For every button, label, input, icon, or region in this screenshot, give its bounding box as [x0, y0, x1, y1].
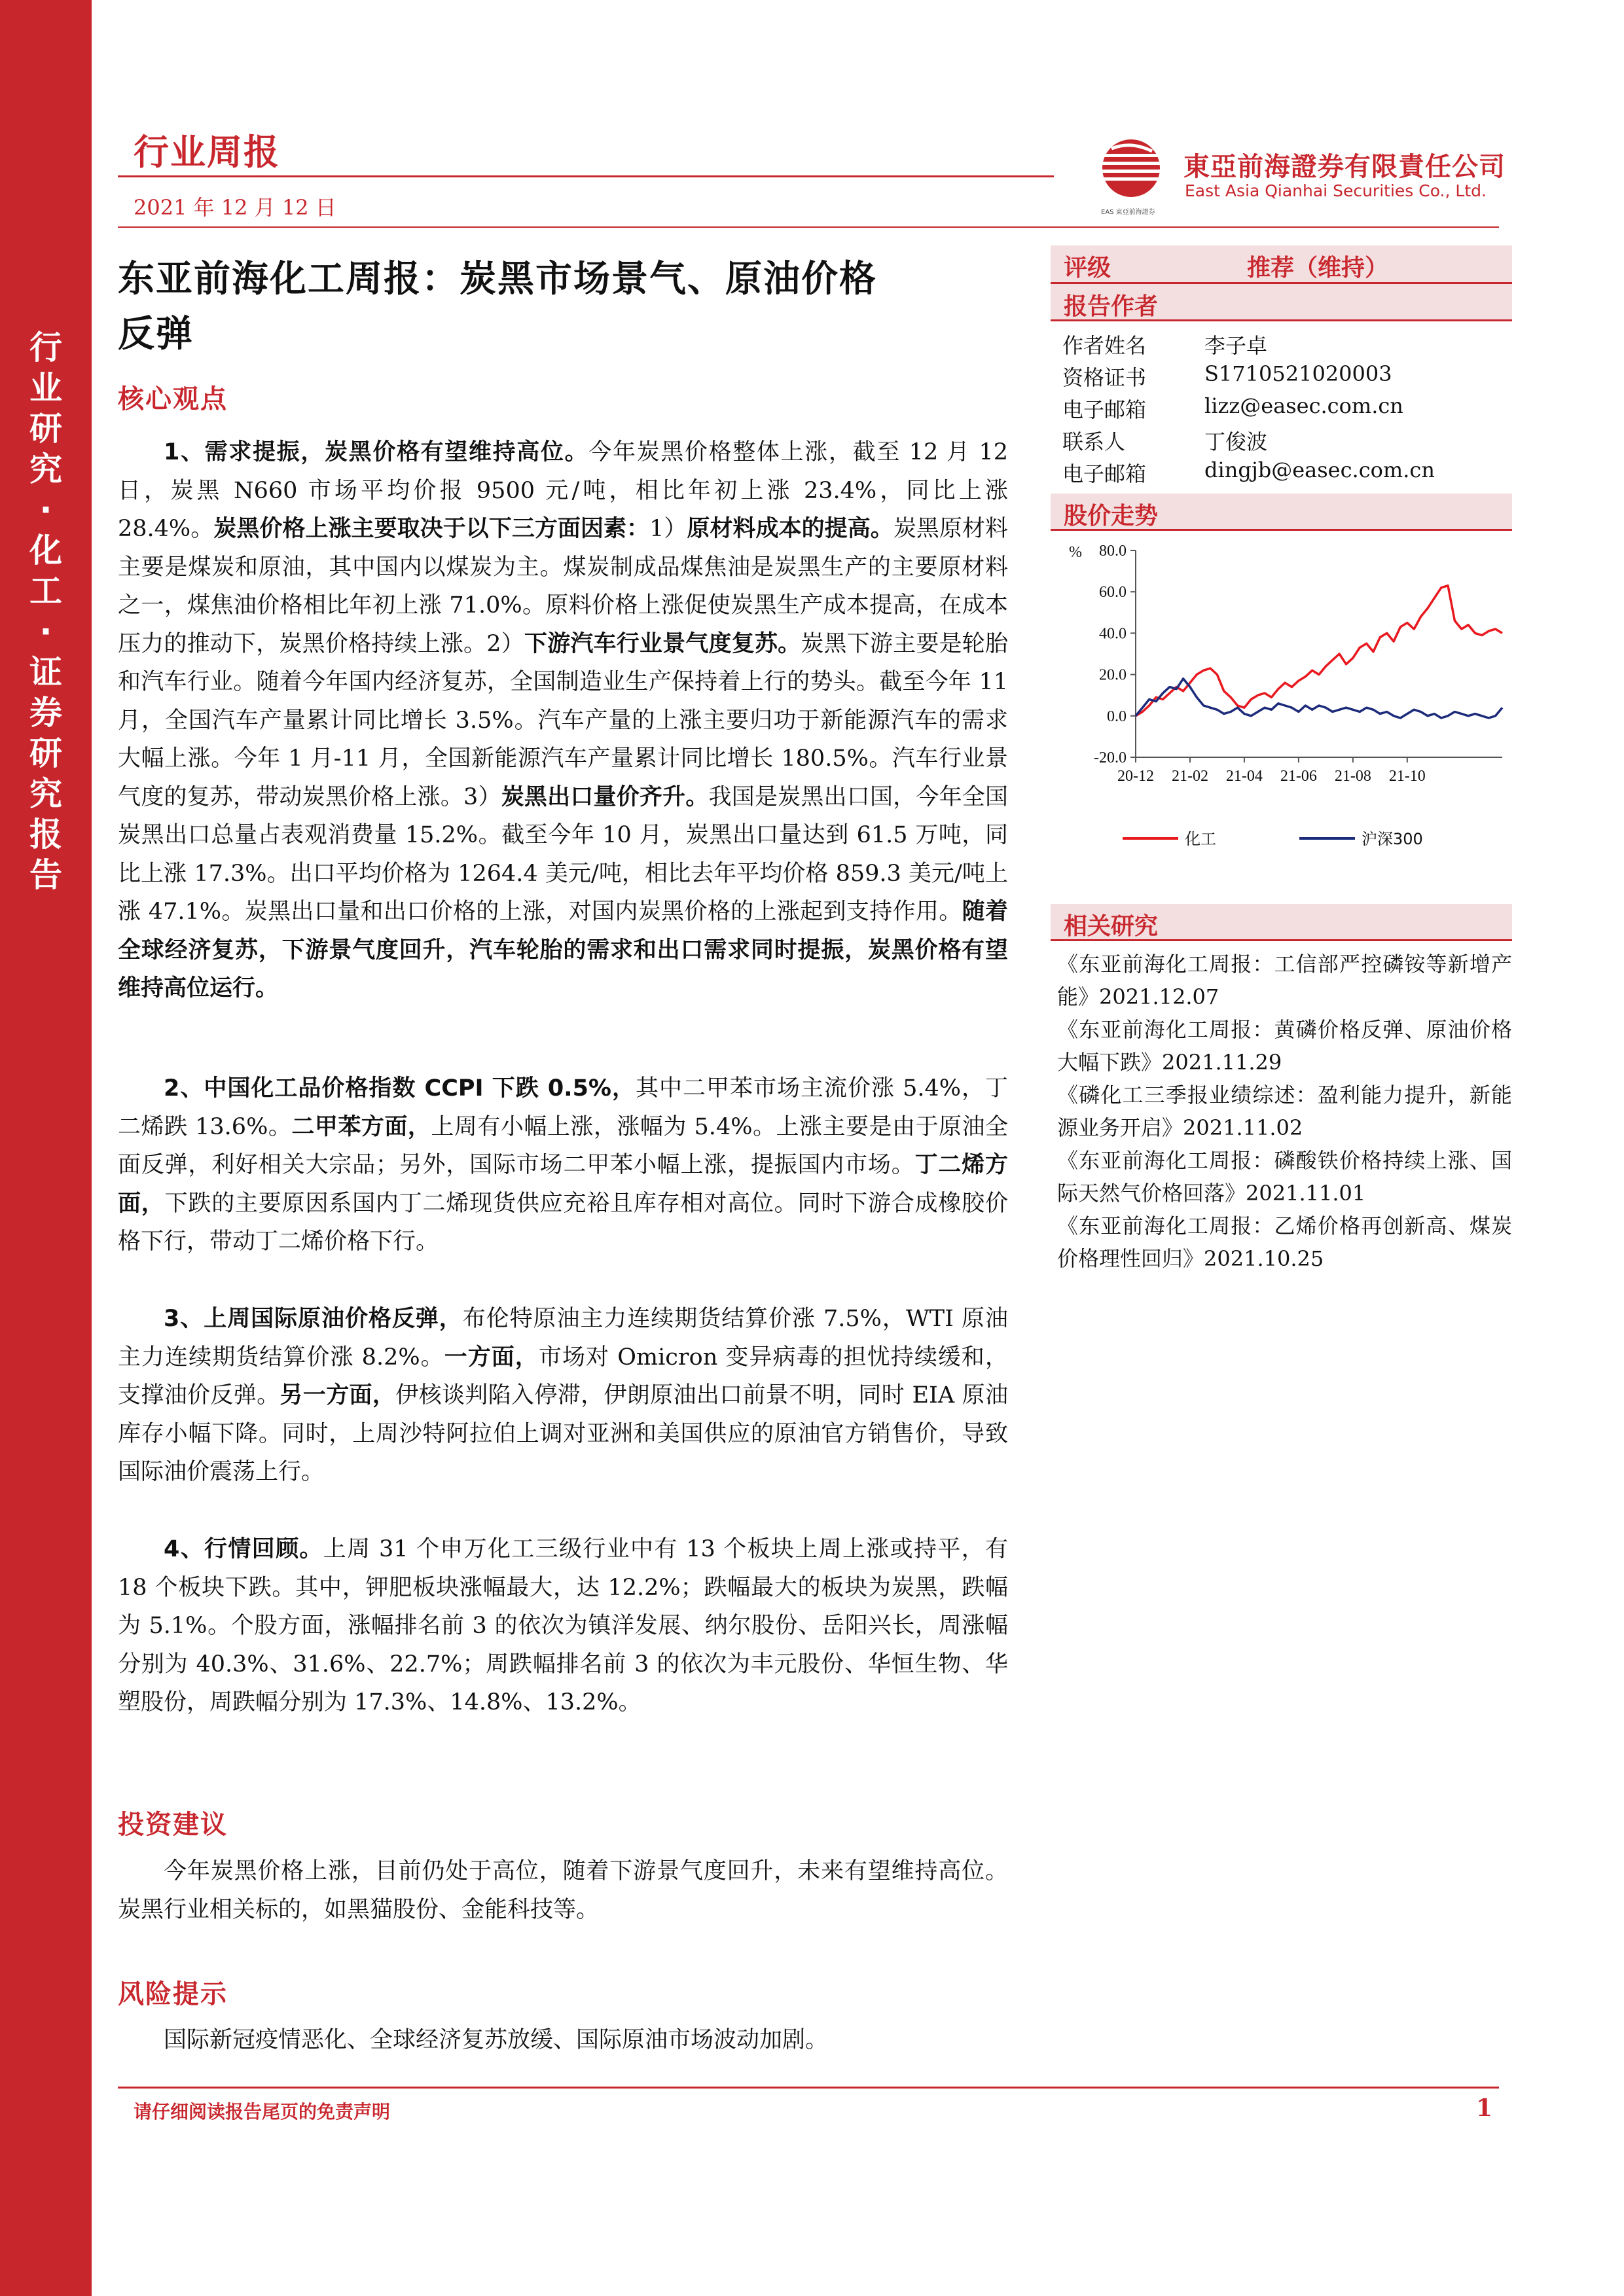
- logo-company-name: 東亞前海證券有限責任公司: [1183, 152, 1506, 182]
- chart-series-line: [1136, 679, 1502, 718]
- side-char: 告: [29, 856, 62, 894]
- text-run: 今年炭黑价格整体上涨，截至 12 月 12 日，炭黑 N660 市场平均价报 9500 元/吨，相比年初上涨 23.4%，同比上涨 28.4%。: [118, 439, 1008, 542]
- chart-unit-label: %: [1069, 544, 1082, 561]
- chart-series-line: [1136, 586, 1502, 716]
- bold-run: 二甲苯方面，: [291, 1113, 431, 1140]
- bold-run: 另一方面，: [280, 1382, 396, 1408]
- author-field-value[interactable]: lizz@easec.com.cn: [1204, 393, 1403, 418]
- chart-y-tick-label: 60.0: [1099, 584, 1127, 601]
- bold-run: 下游汽车行业景气度复苏。: [524, 630, 801, 657]
- side-char: 研: [29, 734, 62, 772]
- risk-text: 国际新冠疫情恶化、全球经济复苏放缓、国际原油市场波动加剧。: [164, 2027, 829, 2053]
- text-run: 市场对 Omicron 变异病毒的担忧持续缓和，支撑油价反弹。: [118, 1344, 1008, 1408]
- chart-y-tick-label: -20.0: [1094, 749, 1127, 766]
- stock-price-chart: [1051, 531, 1512, 904]
- side-char: 券: [29, 694, 62, 732]
- bold-run: 丁二烯方面，: [118, 1152, 1008, 1217]
- bold-run: 原材料成本的提高。: [687, 516, 893, 542]
- logo-emblem-icon: [1092, 134, 1170, 206]
- chart-heading-row: [1051, 493, 1512, 529]
- chart-y-tick-label: 80.0: [1099, 543, 1127, 560]
- author-heading: 报告作者: [1064, 293, 1159, 320]
- core-paragraph-2: [118, 1069, 1008, 1261]
- rating-label: 评级: [1064, 255, 1111, 281]
- related-item[interactable]: 《东亚前海化工周报：工信部严控磷铵等新增产能》2021.12.07: [1057, 952, 1512, 1009]
- report-title: [118, 252, 1054, 362]
- core-paragraph-1: [118, 433, 1008, 1008]
- author-row: [1051, 454, 1512, 486]
- text-run: 我国是炭黑出口国，今年全国炭黑出口总量占表观消费量 15.2%。截至今年 10 月，炭黑出口量达到 61.5 万吨，同比上涨 17.3%。出口平均价格为 1264.4 美元/吨，相比去年平均价格 859.3 美元/吨上涨 47.1%。炭黑出口量和出口价格的上涨，对国内炭黑价格的上涨起到支持作用。: [118, 783, 1008, 925]
- author-field-label: 作者姓名: [1062, 333, 1147, 358]
- author-field-value: 丁俊波: [1204, 429, 1268, 454]
- chart-heading: 股价走势: [1064, 503, 1159, 529]
- rating-row: [1051, 245, 1512, 282]
- chart-x-tick-label: 21-06: [1280, 768, 1317, 785]
- header-divider-2: [118, 226, 1499, 228]
- rating-value: 推荐（维持）: [1247, 255, 1389, 281]
- chart-x-tick-label: 21-02: [1171, 768, 1208, 785]
- text-run: 下跌的主要原因系国内丁二烯现货供应充裕且库存相对高位。同时下游合成橡胶价格下行，带动丁二烯价格下行。: [118, 1190, 1008, 1255]
- chart-svg: [1051, 531, 1512, 904]
- bold-run: 炭黑价格上涨主要取决于以下三方面因素：: [213, 516, 650, 542]
- side-char: 工: [29, 572, 62, 610]
- risk-heading: 风险提示: [118, 1979, 228, 2009]
- chart-y-tick-label: 40.0: [1099, 625, 1127, 643]
- investment-text: 今年炭黑价格上涨，目前仍处于高位，随着下游景气度回升，未来有望维持高位。炭黑行业相关标的，如黑猫股份、金能科技等。: [118, 1858, 1008, 1923]
- side-char: 研: [29, 410, 62, 448]
- related-item[interactable]: 《东亚前海化工周报：黄磷价格反弹、原油价格大幅下跌》2021.11.29: [1057, 1017, 1512, 1075]
- text-run: 布伦特原油主力连续期货结算价涨 7.5%，WTI 原油主力连续期货结算价涨 8.2%。: [118, 1306, 1008, 1371]
- side-category-label: [0, 327, 92, 895]
- author-field-label: 电子邮箱: [1062, 397, 1147, 422]
- chart-x-tick-label: 21-08: [1334, 768, 1371, 785]
- right-sidebar: [1051, 245, 1512, 1275]
- bold-run: 一方面，: [444, 1344, 539, 1371]
- author-table: [1051, 321, 1512, 486]
- side-char: 究: [29, 450, 62, 488]
- text-run: 上周 31 个申万化工三级行业中有 13 个板块上周上涨或持平，有 18 个板块下跌。其中，钾肥板块涨幅最大，达 12.2%；跌幅最大的板块为炭黑，跌幅为 5.1%。个股方面，涨幅排名前 3 的依次为镇洋发展、纳尔股份、岳阳兴长，周涨幅分别为 40.3%、31.6%、22.7%；周跌幅排名前 3 的依次为丰元股份、华恒生物、华塑股份，周跌幅分别为 17.3%、14.8%、13.2%。: [118, 1536, 1009, 1715]
- bold-run: 1、需求提振，炭黑价格有望维持高位。: [164, 439, 589, 465]
- author-row: [1051, 357, 1512, 389]
- author-field-value[interactable]: dingjb@easec.com.cn: [1204, 457, 1435, 482]
- related-research-list: [1051, 941, 1512, 1275]
- chart-y-tick-label: 0.0: [1107, 708, 1127, 725]
- header-divider: [118, 175, 1054, 177]
- related-item[interactable]: 《东亚前海化工周报：磷酸铁价格持续上涨、国际天然气价格回落》2021.11.01: [1057, 1148, 1512, 1206]
- author-field-label: 资格证书: [1062, 365, 1147, 390]
- company-logo: [1092, 134, 1511, 223]
- bold-run: 2、中国化工品价格指数 CCPI 下跌 0.5%，: [164, 1075, 636, 1102]
- bold-run: 4、行情回顾。: [164, 1536, 323, 1562]
- side-char: 业: [29, 369, 62, 407]
- author-heading-row: [1051, 284, 1512, 319]
- chart-legend-label: 化工: [1185, 830, 1216, 848]
- author-row: [1051, 389, 1512, 422]
- footer-disclaimer[interactable]: 请仔细阅读报告尾页的免责声明: [134, 2101, 391, 2123]
- text-run: 1）: [649, 516, 687, 542]
- bold-run: 随着全球经济复苏，下游景气度回升，汽车轮胎的需求和出口需求同时提振，炭黑价格有望维持高位运行。: [118, 899, 1008, 1001]
- side-char: 证: [29, 653, 62, 691]
- report-title-line2: 反弹: [118, 313, 194, 355]
- investment-heading: 投资建议: [118, 1810, 228, 1840]
- text-run: 伊核谈判陷入停滞，伊朗原油出口前景不明，同时 EIA 原油库存小幅下降。同时，上周沙特阿拉伯上调对亚洲和美国供应的原油官方销售价，导致国际油价震荡上行。: [118, 1382, 1008, 1485]
- side-char: 究: [29, 775, 62, 813]
- author-field-label: 联系人: [1062, 429, 1126, 454]
- logo-tiny-text: EAS 東亞前海證券: [1101, 209, 1155, 216]
- related-item[interactable]: 《磷化工三季报业绩综述：盈利能力提升，新能源业务开启》2021.11.02: [1057, 1083, 1512, 1140]
- report-date: 2021 年 12 月 12 日: [134, 195, 336, 220]
- author-field-label: 电子邮箱: [1062, 461, 1147, 486]
- report-title-line1: 东亚前海化工周报：炭黑市场景气、原油价格: [118, 258, 877, 300]
- related-item[interactable]: 《东亚前海化工周报：乙烯价格再创新高、煤炭价格理性回归》2021.10.25: [1057, 1213, 1512, 1271]
- side-char: 化: [29, 531, 62, 569]
- core-paragraph-3: [118, 1300, 1008, 1492]
- text-run: 炭黑下游主要是轮胎和汽车行业。随着今年国内经济复苏，全国制造业生产保持着上行的势头。截至今年 11 月，全国汽车产量累计同比增长 3.5%。汽车产量的上涨主要归功于新能源汽车的需求大幅上涨。今年 1 月-11 月，全国新能源汽车产量累计同比增长 180.5%。汽车行业景气度的复苏，带动炭黑价格上涨。3）: [118, 630, 1008, 810]
- core-paragraph-4: [118, 1530, 1008, 1722]
- chart-x-tick-label: 21-10: [1388, 768, 1426, 785]
- chart-x-tick-label: 21-04: [1225, 768, 1263, 785]
- text-run: 其中二甲苯市场主流价涨 5.4%，丁二烯跌 13.6%。: [118, 1075, 1008, 1140]
- related-heading: 相关研究: [1064, 913, 1159, 940]
- text-run: 炭黑原材料主要是煤炭和原油，其中国内以煤炭为主。煤炭制成品煤焦油是炭黑生产的主要原材料之一，煤焦油价格相比年初上涨 71.0%。原料价格上涨促使炭黑生产成本提高，在成本压力的推动下，炭黑价格持续上涨。2）: [118, 516, 1008, 657]
- page-number: 1: [1476, 2094, 1493, 2122]
- side-char: ·: [39, 491, 52, 529]
- bold-run: 3、上周国际原油价格反弹，: [164, 1306, 463, 1332]
- chart-legend-label: 沪深300: [1362, 830, 1423, 848]
- side-char: ·: [39, 613, 52, 651]
- author-field-value: S1710521020003: [1204, 361, 1392, 386]
- footer-divider: [118, 2087, 1499, 2089]
- bold-run: 炭黑出口量价齐升。: [501, 783, 709, 810]
- related-heading-row: [1051, 904, 1512, 939]
- chart-x-tick-label: 20-12: [1117, 768, 1154, 785]
- logo-company-en: East Asia Qianhai Securities Co., Ltd.: [1185, 181, 1487, 200]
- author-row: [1051, 325, 1512, 357]
- core-view-heading: 核心观点: [118, 384, 228, 414]
- author-field-value: 李子卓: [1204, 333, 1268, 358]
- report-type: 行业周报: [134, 132, 280, 173]
- chart-y-tick-label: 20.0: [1099, 666, 1127, 684]
- side-char: 报: [29, 816, 62, 853]
- author-row: [1051, 422, 1512, 454]
- text-run: 上周有小幅上涨，涨幅为 5.4%。上涨主要是由于原油全面反弹，利好相关大宗品；另外，国际市场二甲苯小幅上涨，提振国内市场。: [118, 1113, 1009, 1178]
- side-char: 行: [29, 329, 62, 367]
